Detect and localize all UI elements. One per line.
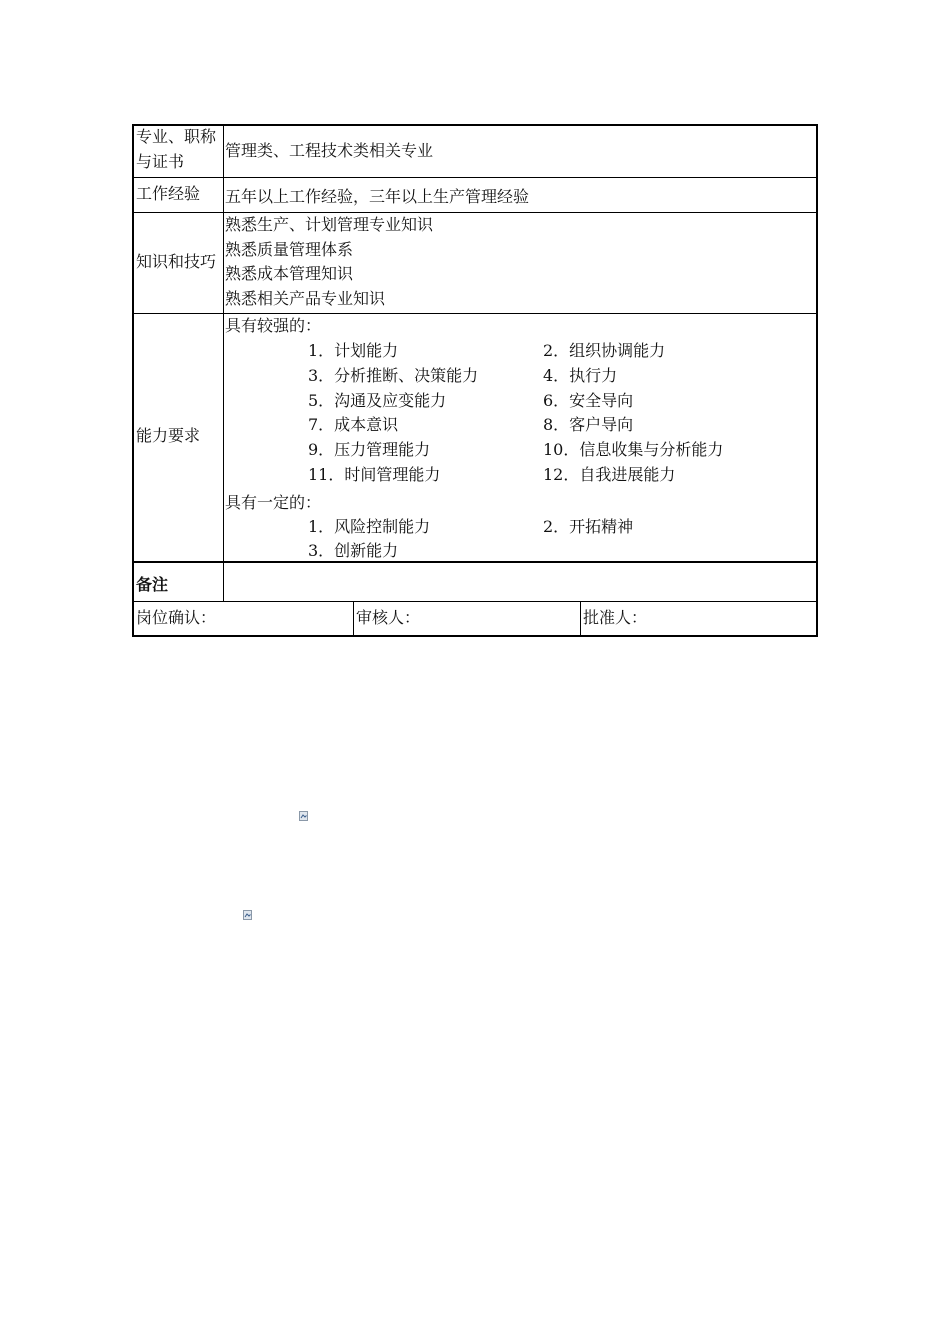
ability-item: 8．客户导向 [543, 415, 634, 434]
ability-item: 7．成本意识 [308, 415, 399, 434]
ability-item: 2．开拓精神 [543, 517, 634, 536]
ability-item: 11．时间管理能力 [308, 465, 441, 484]
ability-item: 4．执行力 [543, 366, 618, 385]
knowledge-item: 熟悉质量管理体系 [225, 240, 354, 259]
ability-item: 5．沟通及应变能力 [308, 391, 447, 410]
remarks-label: 备注 [136, 575, 169, 594]
ability-item: 3．创新能力 [308, 541, 399, 560]
broken-image-icon [243, 910, 252, 920]
signature-divider [580, 601, 581, 637]
ability-item: 12．自我进展能力 [543, 465, 676, 484]
strong-ability-heading: 具有较强的： [225, 316, 322, 335]
experience-label: 工作经验 [136, 184, 201, 203]
ability-item: 9．压力管理能力 [308, 440, 431, 459]
label-column-divider [223, 126, 224, 601]
ability-item: 6．安全导向 [543, 391, 634, 410]
ability-item: 3．分析推断、决策能力 [308, 366, 479, 385]
ability-item: 1．计划能力 [308, 341, 399, 360]
knowledge-item: 熟悉成本管理知识 [225, 264, 354, 283]
knowledge-item: 熟悉相关产品专业知识 [225, 289, 386, 308]
specialty-label-line1: 专业、职称 [136, 127, 217, 146]
knowledge-item: 熟悉生产、计划管理专业知识 [225, 215, 434, 234]
ability-item: 2．组织协调能力 [543, 341, 666, 360]
row-divider [134, 561, 816, 563]
knowledge-label: 知识和技巧 [136, 252, 217, 271]
position-confirm-label: 岗位确认： [136, 608, 217, 627]
reviewer-label: 审核人： [356, 608, 421, 627]
ability-label: 能力要求 [136, 426, 201, 445]
signature-divider [353, 601, 354, 637]
approver-label: 批准人： [583, 608, 648, 627]
basic-ability-heading: 具有一定的： [225, 493, 322, 512]
row-divider [134, 601, 816, 602]
specialty-label-line2: 与证书 [136, 152, 185, 171]
row-divider [134, 177, 816, 178]
experience-value: 五年以上工作经验，三年以上生产管理经验 [225, 187, 530, 206]
ability-item: 1．风险控制能力 [308, 517, 431, 536]
ability-item: 10．信息收集与分析能力 [543, 440, 724, 459]
broken-image-icon [299, 811, 308, 821]
specialty-value: 管理类、工程技术类相关专业 [225, 141, 434, 160]
